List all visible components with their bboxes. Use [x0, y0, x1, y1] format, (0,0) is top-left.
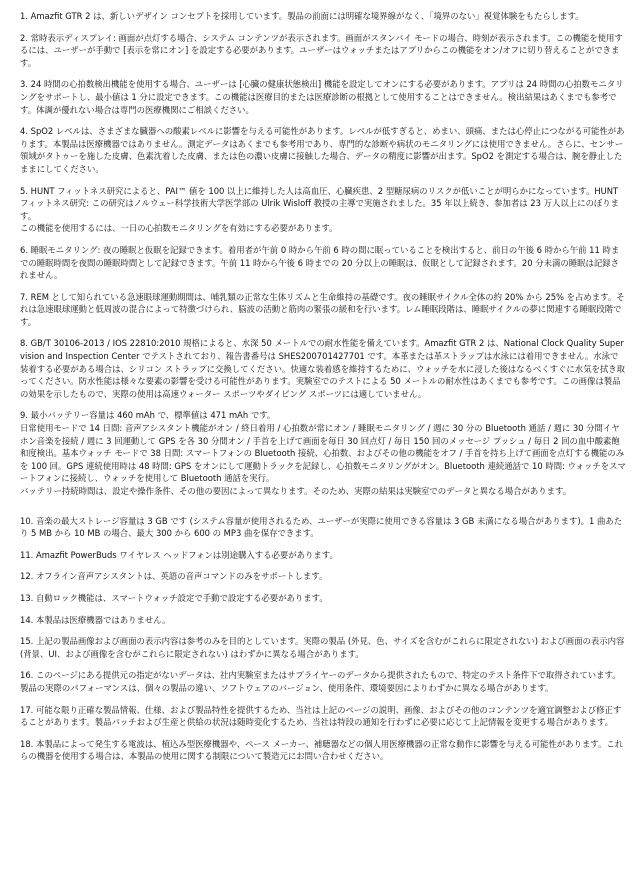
note-text: 13. 自動ロック機能は、スマートウォッチ設定で手動で設定する必要があります。	[20, 592, 328, 603]
note-17	[20, 704, 626, 729]
note-text: 12. オフライン音声アシスタントは、英語の音声コマンドのみをサポートします。	[20, 571, 328, 582]
note-9	[20, 409, 626, 497]
note-15	[20, 635, 626, 660]
note-10	[20, 515, 626, 540]
note-3	[20, 78, 626, 116]
note-text: 5. HUNT フィットネス研究によると、PAI™ 値を 100 以上に維持した人は高血圧、心臓疾患、2 型糖尿病のリスクが低いことが明らかになっています。HUNT フィットネス研究: この研究はノルウェー科学技術大学医学部の Ulrik Wisloff 教授の主導で実施されました。35 年以上続き、参加者は 23 万人以上にのぼります。	[20, 185, 619, 221]
note-2	[20, 32, 626, 70]
note-text: バッテリー持続時間は、設定や操作条件、その他の要因によって異なります。そのため、実際の結果は実験室でのデータと異なる場合があります。	[20, 486, 572, 496]
note-text: 14. 本製品は医療機器ではありません。	[20, 614, 171, 625]
note-text: 3. 24 時間の心拍数検出機能を使用する場合、ユーザーは [心臓の健康状態検出] 機能を設定してオンにする必要があります。アプリは 24 時間の心拍数モニタリングをサポートし、最小値は 1 分に設定できます。この機能は医療目的または医療診断の根拠として使用することはできません。検出結果はあくまでも参考です。体調が優れない場合は専門の医療機関にご相談ください。	[20, 79, 624, 115]
note-text: 18. 本製品によって発生する電波は、植込み型医療機器や、ペース メーカー、補聴器などの個人用医療機器の正常な動作に影響を与える可能性があります。これらの機器を使用する場合は、本製品の使用に関する制限について製造元にお問い合わせください。	[20, 738, 624, 762]
note-16	[20, 669, 626, 694]
note-text: 日常使用モードで 14 日間: 音声アシスタント機能がオン / 終日着用 / 心拍数が常にオン / 睡眠モニタリング / 週に 30 分の Bluetooth 通話 / 週に 30 分間イヤホン音楽を接続 / 週に 3 回運動して GPS を各 30 分間オン / 手首を上げて画面を毎日 30 回点灯 / 毎日 150 回のメッセージ プッシュ / 毎日 2 回の血中酸素飽和度検出。基本ウォッチ モードで 38 日間: スマートフォンの Bluetooth 接続、心拍数、およびその他の機能をオフ / 手首を持ち上げて画面を点灯する機能のみを 100 回。GPS 連続使用時は 48 時間: GPS をオンにして運動トラックを記録し、心拍数モニタリングがオン。Bluetooth 連続通話で 10 時間: ウォッチをスマートフォンに接続し、ウォッチを使用して Bluetooth 通話を実行。	[20, 423, 626, 484]
note-7	[20, 291, 626, 329]
note-5	[20, 185, 626, 235]
note-11	[20, 549, 626, 562]
note-text: この機能を使用するには、一日の心拍数モニタリングを有効にする必要があります。	[20, 223, 338, 234]
spacer	[20, 507, 626, 515]
note-text: 8. GB/T 30106-2013 / IOS 22810:2010 規格によると、水深 50 メートルでの耐水性能を備えています。Amazfit GTR 2 は、National Clock Quality Supervision and Inspection Center でテストされており、報告書番号は SHES200701427701 です。本革または革ストラップは水泳には着用できません。水泳で装着する必要がある場合は、シリコン ストラップに交換してください。快適な装着感を維持するために、ウォッチを水に浸した後はなるべくすぐに水気を拭き取ってください。防水性能は様々な要素の影響を受ける可能性があります。実験室でのテストによる 50 メートルの耐水性はあくまでも参考です。この画像は製品の効果を示したもので、実際の使用は高速ウォーター スポーツやダイビング スポーツには適していません。	[20, 338, 625, 399]
note-text: 9. 最小バッテリー容量は 460 mAh で、標準値は 471 mAh です。	[20, 410, 276, 421]
note-text: 16. このページにある提供元の指定がないデータは、社内実験室またはサプライヤーのデータから提供されたもので、特定のテスト条件下で取得されています。製品の実際のパフォーマンスは、個々の製品の違い、ソフトウェアのバージョン、使用条件、環境要因によりわずかに異なる場合があります。	[20, 670, 621, 693]
note-text: 17. 可能な限り正確な製品情報、仕様、および製品特性を提供するため、当社は上記のページの説明、画像、およびその他のコンテンツを適宜調整および修正することがあります。製品バッチおよび生産と供給の状況は随時変化するため、当社は特段の通知を行わずに必要に応じて上記情報を変更する場合があります。	[20, 704, 622, 728]
note-text: 1. Amazfit GTR 2 は、新しいデザイン コンセプトを採用しています。製品の前面には明確な境界線がなく、「境界のない」視覚体験をもたらします。	[20, 11, 584, 21]
note-text: 6. 睡眠モニタリング: 夜の睡眠と仮眠を記録できます。着用者が午前 0 時から午前 6 時の間に眠っていることを検出すると、前日の午後 6 時から午前 11 時までの睡眠時間を夜間の睡眠時間として記録できます。午前 11 時から午後 6 時までの 20 分以上の睡眠は、仮眠として記録されます。20 分未満の睡眠は記録されません。	[20, 244, 620, 281]
note-12	[20, 570, 626, 583]
note-14	[20, 614, 626, 627]
note-text: 10. 音楽の最大ストレージ容量は 3 GB です (システム容量が使用されるため、ユーザーが実際に使用できる容量は 3 GB 未満になる場合があります)。1 曲あたり 5 MB から 10 MB の場合、最大 300 から 600 の MP3 曲を保存できます。	[20, 515, 623, 539]
note-text: 4. SpO2 レベルは、さまざまな臓器への酸素レベルに影響を与える可能性があります。レベルが低すぎると、めまい、頭痛、または心停止につながる可能性があります。本製品は医療機器ではありません。測定データはあくまでも参考用であり、専門的な診断や病状のモニタリングには使用できません。さらに、センサー領域がタトゥーを施した皮膚、色素沈着した皮膚、または色の濃い皮膚に接触した場合、データの精度に影響が出ます。SpO2 を測定する場合は、腕を静止したままにしてください。	[20, 126, 625, 174]
note-text: 7. REM として知られている急速眼球運動期間は、哺乳類の正常な生体リズムと生命維持の基礎です。夜の睡眠サイクル全体の約 20% から 25% を占めます。それは急速眼球運動と低周波の混合によって特徴づけられ、脳波の活動と筋肉の緊張の緩和を行います。レム睡眠段階は、睡眠サイクルの夢に関連する睡眠段階です。	[20, 291, 625, 327]
note-6	[20, 244, 626, 282]
note-18	[20, 738, 626, 763]
note-text: 2. 常時表示ディスプレイ: 画面が点灯する場合、システム コンテンツが表示されます。画面がスタンバイ モードの場合、時刻が表示されます。この機能を使用するには、ユーザーが手動で [表示を常にオン] を設定する必要があります。ユーザーはウォッチまたはアプリからこの機能をオン/オフに切り替えることができます。	[20, 32, 623, 68]
note-4	[20, 125, 626, 175]
note-8	[20, 337, 626, 400]
note-text: 11. Amazfit PowerBuds ワイヤレス ヘッドフォンは別途購入する必要があります。	[20, 549, 338, 560]
note-text: 15. 上記の製品画像および画面の表示内容は参考のみを目的としています。実際の製品 (外見、色、サイズを含むがこれらに限定されない) および画面の表示内容 (背景、UI、および画像を含むがこれらに限定されない) はわずかに異なる場合があります。	[20, 636, 625, 659]
note-13	[20, 592, 626, 605]
note-1	[20, 10, 626, 23]
